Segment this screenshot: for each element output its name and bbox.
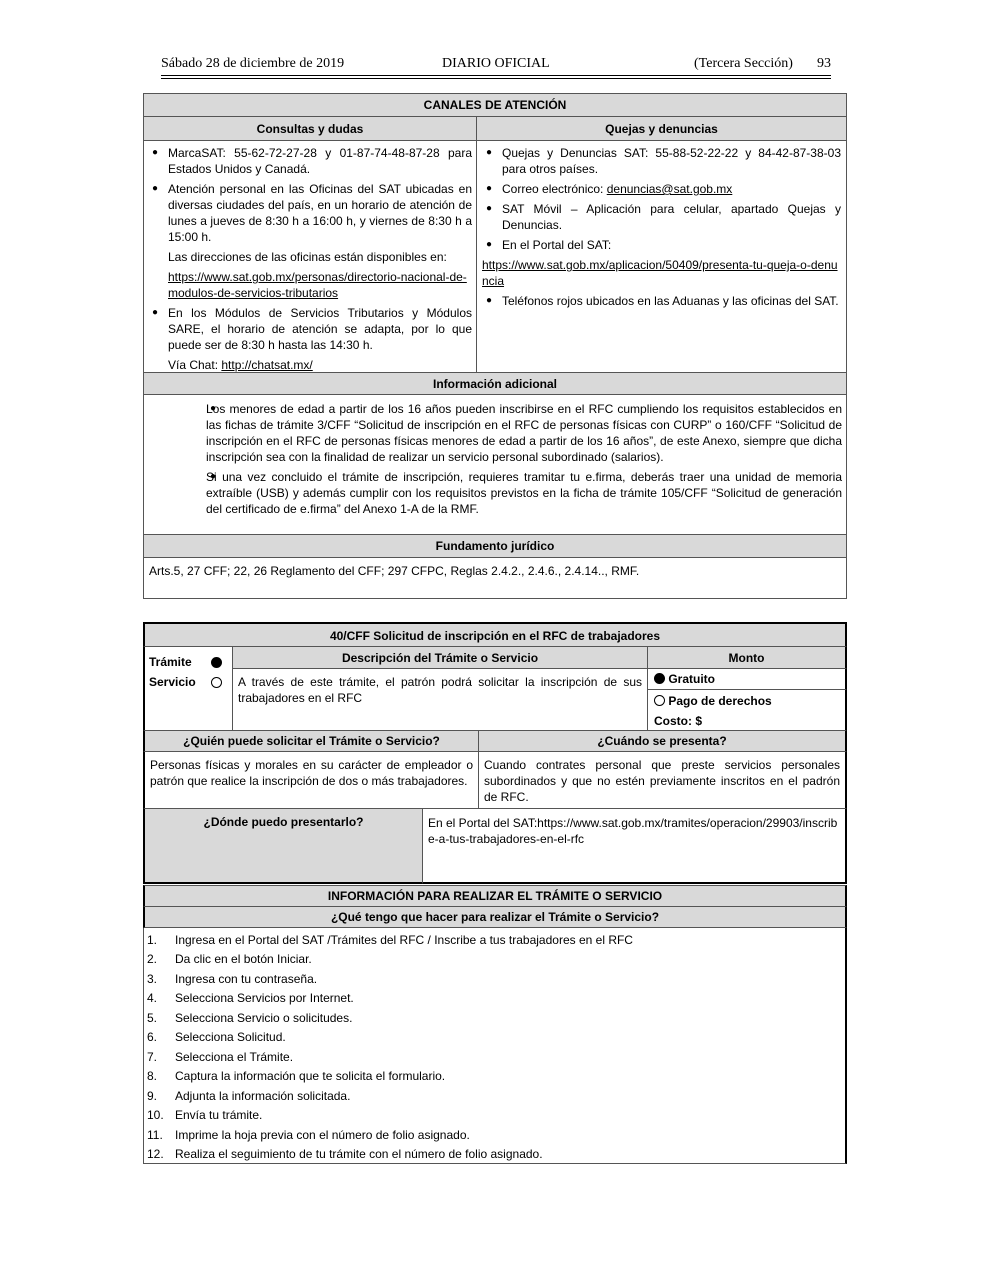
chat-link[interactable]: http://chatsat.mx/ [221,358,313,372]
header-publication: DIARIO OFICIAL [442,56,550,71]
gratuito-selected-radio [654,673,665,684]
correo-link[interactable]: denuncias@sat.gob.mx [606,182,733,196]
step-number: 7. [147,1049,158,1064]
list-item [144,1067,845,1087]
canales-title: CANALES DE ATENCIÓN [143,93,847,117]
step-number: 2. [147,952,158,967]
donde-text: En el Portal del SAT:https://www.sat.gob.mx/tramites/operacion/29903/inscribe-a-tus-trabajadores-en-el-rfc [422,808,847,884]
correo-item [482,181,841,197]
cuando-heading: ¿Cuándo se presenta? [478,730,847,752]
tramite-label: Trámite [149,655,192,669]
step-number: 12. [147,1147,164,1162]
header-date: Sábado 28 de diciembre de 2019 [161,56,345,71]
direcciones-text: Las direcciones de las oficinas están disponibles en: [168,250,447,264]
header-page-number: 93 [817,56,831,71]
marcasat-item: ● MarcaSAT: 55-62-72-27-28 y 01-87-74-48-87-28 para Estados Unidos y Canadá. [148,145,472,177]
header-section: (Tercera Sección) [694,56,793,71]
servicio-label: Servicio [149,675,196,689]
step-number: 10. [147,1108,164,1123]
list-item [144,1028,845,1048]
ficha-table [143,622,847,1164]
list-item [144,1047,845,1067]
list-item [144,1106,845,1126]
directorio-link[interactable]: https://www.sat.gob.mx/personas/directorio-nacional-de-modulos-de-servicios-tributarios [168,270,467,300]
step-number: 9. [147,1088,158,1103]
list-item [144,989,845,1009]
sat-movil-item: ● SAT Móvil – Aplicación para celular, apartado Quejas y Denuncias. [482,201,841,233]
tipo-cell [143,646,233,731]
servicio-option [149,673,228,691]
chat-line [148,357,472,373]
portal-sat-item: ● En el Portal del SAT: [482,237,841,253]
info-item-menores-text: Los menores de edad a partir de los 16 años pueden inscribirse en el RFC cumpliendo los requisitos establecidos en las fichas de trámite 3/CFF “Solicitud de inscripción en el RFC de personas físicas con CURP” o 160/CFF “Solicitud de inscripción en el RFC de personas físicas menores de edad a partir de los 16 años”, de este Anexo, siempre que dicha inscripción sea con la finalidad de realizar un servicio personal subordinado (salarios). [206,402,842,464]
costo-label: Costo: $ [654,714,702,728]
descripcion-heading: Descripción del Trámite o Servicio [232,646,648,669]
atencion-personal-item: ● Atención personal en las Oficinas del SAT ubicadas en diversas ciudades del país, en un horario de atención de lunes a jueves de 8:30 h a 16:00 h, y viernes de 8:30 h a 15:00 h. [148,181,472,245]
info-item-menores [206,401,842,465]
info-adicional-heading: Información adicional [143,372,847,395]
list-item [144,950,845,970]
list-item [144,969,845,989]
step-number: 1. [147,932,158,947]
donde-heading: ¿Dónde puedo presentarlo? [143,808,423,884]
quejas-cell [476,140,847,373]
step-text: Selecciona el Trámite. [175,1049,294,1064]
step-text: Ingresa en el Portal del SAT /Trámites del RFC / Inscribe a tus trabajadores en el RFC [175,932,633,947]
list-item [144,1008,845,1028]
telefonos-rojos-item: ● Teléfonos rojos ubicados en las Aduanas y las oficinas del SAT. [482,293,841,309]
page-header [161,56,831,76]
step-number: 5. [147,1010,158,1025]
step-text: Realiza el seguimiento de tu trámite con el número de folio asignado. [175,1147,543,1162]
step-text: Selecciona Solicitud. [175,1030,286,1045]
list-item [144,1086,845,1106]
tramite-selected-radio [211,657,222,668]
step-text: Captura la información que te solicita el formulario. [175,1069,446,1084]
list-item [144,1125,845,1145]
pago-derechos-empty-radio [654,695,665,706]
informacion-heading: INFORMACIÓN PARA REALIZAR EL TRÁMITE O SERVICIO [143,885,847,907]
step-number: 6. [147,1030,158,1045]
consultas-heading: Consultas y dudas [143,116,477,141]
que-hacer-heading: ¿Qué tengo que hacer para realizar el Trámite o Servicio? [143,906,847,928]
list-item [144,1145,845,1165]
pago-derechos-option [654,693,839,709]
step-text: Imprime la hoja previa con el número de folio asignado. [175,1127,470,1142]
descripcion-text: A través de este trámite, el patrón podrá solicitar la inscripción de sus trabajadores en el RFC [232,668,648,731]
gratuito-option [647,668,847,690]
pago-derechos-cell [647,689,847,731]
cuando-text: Cuando contrates personal que preste servicios personales subordinados y que no estén previamente inscritos en el padrón de RFC. [478,751,847,809]
step-text: Da clic en el botón Iniciar. [175,952,312,967]
quejas-heading: Quejas y denuncias [476,116,847,141]
pago-derechos-label: Pago de derechos [668,694,772,708]
chat-label: Vía Chat: [168,358,222,372]
step-text: Envía tu trámite. [175,1108,263,1123]
list-item [144,930,845,950]
canales-table [143,93,847,599]
tramite-option [149,653,228,671]
consultas-cell [143,140,477,373]
queja-link[interactable]: https://www.sat.gob.mx/aplicacion/50409/presenta-tu-queja-o-denuncia [482,258,838,288]
fundamento-text: Arts.5, 27 CFF; 22, 26 Reglamento del CFF; 297 CFPC, Reglas 2.4.2., 2.4.6., 2.4.14.., RMF. [143,557,847,599]
steps-list [143,928,847,1164]
info-adicional-cell [143,394,847,535]
correo-label: Correo electrónico: [502,182,607,196]
step-number: 11. [147,1127,163,1142]
ficha-title: 40/CFF Solicitud de inscripción en el RFC de trabajadores [143,622,847,647]
info-item-efirma [206,469,842,517]
step-number: 8. [147,1069,158,1084]
header-rule [161,75,831,79]
step-text: Ingresa con tu contraseña. [175,971,318,986]
servicio-empty-radio [211,677,222,688]
quien-text: Personas físicas y morales en su carácter de empleador o patrón que realice la inscripción de dos o más trabajadores. [143,751,479,809]
monto-heading: Monto [647,646,847,669]
quien-heading: ¿Quién puede solicitar el Trámite o Servicio? [143,730,479,752]
modulos-item: ● En los Módulos de Servicios Tributarios y Módulos SARE, el horario de atención se adapta, por lo que puede ser de 8:30 h hasta las 14:30 h. [148,305,472,353]
info-item-efirma-text: Si una vez concluido el trámite de inscripción, requieres tramitar tu e.firma, deberás traer una unidad de memoria extraíble (USB) y además cumplir con los requisitos previstos en la ficha de trámite 105/CFF “Solicitud de generación del certificado de e.firma” del Anexo 1-A de la RMF. [206,470,842,516]
fundamento-heading: Fundamento jurídico [143,534,847,558]
step-text: Selecciona Servicios por Internet. [175,991,354,1006]
step-number: 4. [147,991,158,1006]
step-text: Adjunta la información solicitada. [175,1088,351,1103]
step-text: Selecciona Servicio o solicitudes. [175,1010,353,1025]
quejas-telefono-item: ● Quejas y Denuncias SAT: 55-88-52-22-22 y 84-42-87-38-03 para otros países. [482,145,841,177]
step-number: 3. [147,971,158,986]
gratuito-label: Gratuito [668,672,716,686]
